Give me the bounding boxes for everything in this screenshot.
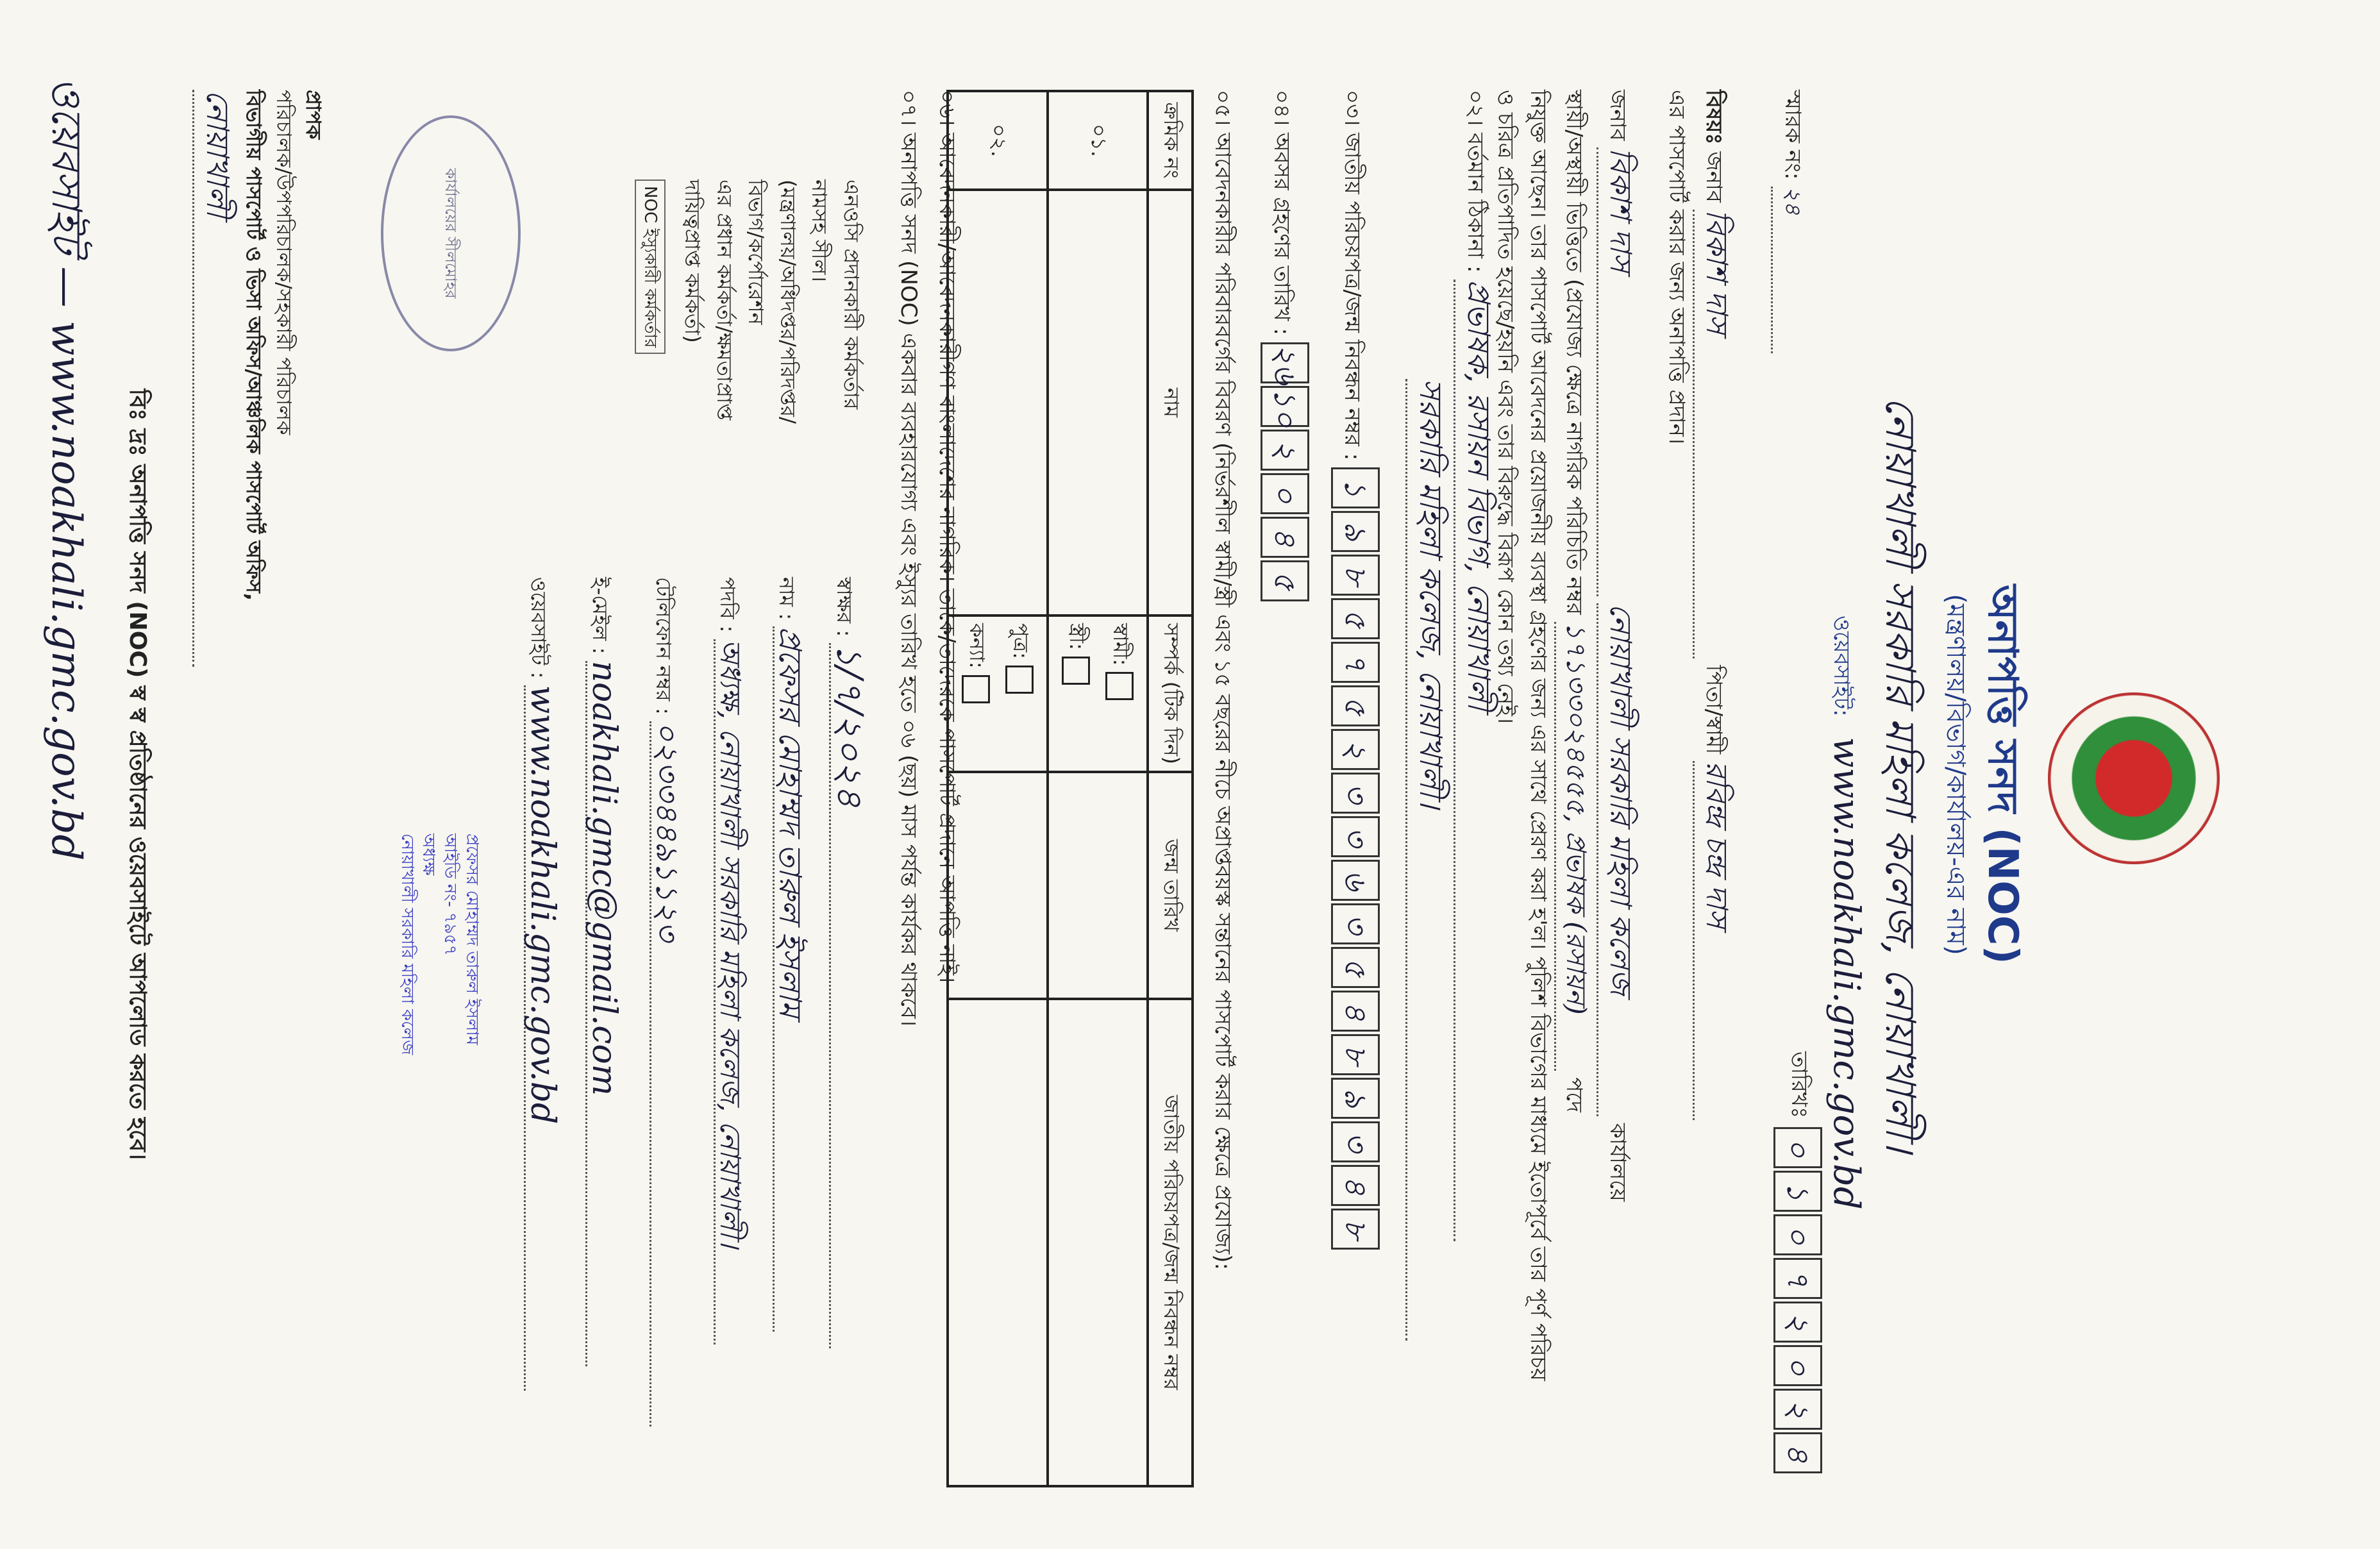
website-value: www.noakhali.gmc.gov.bd — [1825, 737, 1867, 1210]
item6-num: ০৬। — [934, 90, 960, 126]
stamp-line: নোয়াখালী সরকারি মহিলা কলেজ — [397, 833, 417, 1055]
retire-digit-box: ২৬ — [1261, 342, 1309, 383]
website-row — [1822, 615, 1867, 1210]
nid-digit-box: ৫ — [1331, 598, 1380, 639]
table-row — [1048, 91, 1148, 1486]
intro-line: নিযুক্ত আছেন। তার পাসপোর্ট আবেদনের প্রয়োজনীয় ব্যবস্থা গ্রহণের জন্য এর সাথে প্রেরণ করা হ'ল। পুলিশ বিভাগের মাধ্যমে ইতোপূর্বে তার পূর্ণ পরিচয় — [1525, 90, 1551, 1381]
sign-label: ওয়েবসাইট — [526, 577, 551, 666]
item3-label: জাতীয় পরিচয়পত্র/জন্ম নিবন্ধন নম্বর — [1339, 133, 1365, 446]
mr2-value: বিকাশ দাস — [1596, 147, 1643, 596]
relation-son-checkbox[interactable] — [1005, 666, 1034, 694]
footnote: বিঃ দ্রঃ অনাপত্তি সনদ (NOC) স্ব স্ব প্রতিষ্ঠানের ওয়েবসাইটে আপলোড করতে হবে। — [124, 389, 151, 1160]
sign-label: স্বাক্ষর — [832, 577, 857, 624]
row2-serial: ০২. — [948, 91, 1048, 190]
nid-digit-box: ৭ — [1331, 642, 1380, 683]
sign-field-designation: পদবি : অধ্যক্ষ, নোয়াখালী সরকারি মহিলা কলেজ, নোয়াখালী। — [682, 577, 744, 1427]
signer-name-value: প্রফেসর মোহাম্মদ তারুল ইসলাম — [773, 626, 805, 1332]
issuer-line: নামসহ সীল। — [807, 180, 832, 282]
nid-digit-box: ৩ — [1331, 773, 1380, 814]
family-table — [946, 90, 1194, 1487]
sign-field-name: নাম : প্রফেসর মোহাম্মদ তারুল ইসলাম — [744, 577, 805, 1427]
issuer-line: এনওসি প্রদানকারী কর্মকর্তার — [839, 180, 864, 410]
nid-digit-box: ৮ — [1331, 1209, 1380, 1250]
col-relation: সম্পর্ক (টিক দিন) — [1148, 615, 1193, 772]
row1-dob — [1048, 772, 1148, 999]
address-row: ০২। বর্তমান ঠিকানা : প্রভাষক, রসায়ন বিভাগ, নোয়াখালী সরকারি মহিলা কলেজ, নোয়াখালী। — [1405, 90, 1502, 1487]
mr-label: জনাব — [1701, 151, 1727, 203]
row1-serial: ০১. — [1048, 91, 1148, 190]
nid-digit-box: ৩ — [1331, 903, 1380, 944]
father-value: রবিন্দ্র চন্দ্র দাস — [1693, 761, 1739, 1120]
sign-field-website: ওয়েবসাইট : www.noakhali.gmc.gov.bd — [498, 577, 559, 1427]
nid-digit-box: ৩ — [1331, 1121, 1380, 1162]
nid-row: ০৩। জাতীয় পরিচয়পত্র/জন্ম নিবন্ধন নম্বর : ১৯৮৫৭৫২৩৩৬৩৫৪৮৯৩৪৮ — [1331, 90, 1380, 1487]
item2-num: ০২। — [1462, 90, 1488, 126]
address-line1: প্রভাষক, রসায়ন বিভাগ, নোয়াখালী — [1454, 280, 1502, 1241]
noc-code-label: NOC ইস্যুকারী কর্মকর্তার — [635, 180, 666, 354]
address-line2: সরকারি মহিলা কলেজ, নোয়াখালী। — [1405, 379, 1454, 1341]
nid-digit-box: ৮ — [1331, 555, 1380, 596]
id-value: ১৭১৩৩০২৪৫৫৫, প্রভাষক (রসায়ন) — [1554, 622, 1596, 1071]
retire-digit-box: ১০ — [1261, 386, 1309, 427]
date-digit-box: ৪ — [1773, 1432, 1822, 1473]
organization-name: নোয়াখালী সরকারি মহিলা কলেজ, নোয়াখালী। — [1876, 396, 1923, 1153]
sign-field-email: ই-মেইল : noakhali.gmc@gmail.com — [559, 577, 621, 1427]
verify-line: ও চরিত্র প্রতিপাদিত হয়েছে/হয়নি এবং তার বিরুদ্ধে বিরূপ কোন তথ্য নেই। — [1493, 90, 1518, 724]
date-label: তারিখঃ — [1786, 1051, 1813, 1119]
government-seal-logo — [2048, 692, 2220, 864]
passport-text: এর পাসপোর্ট করার জন্য অনাপত্তি প্রদান। — [1664, 90, 1689, 445]
mr2-label: জনাব — [1605, 90, 1630, 141]
signature-fields — [498, 577, 870, 1427]
mr-value: বিকাশ দাস — [1693, 210, 1739, 658]
row1-nid — [1048, 999, 1148, 1486]
item7-text: অনাপত্তি সনদ (NOC) একবার ব্যবহারযোগ্য এবং ইস্যুর তারিখ হতে ০৬ (ছয়) মাস পর্যন্ত কার্যকর থাকবে। — [896, 133, 921, 1026]
father-label: পিতা/স্বামী — [1701, 665, 1727, 755]
family-table-header — [1148, 91, 1193, 1486]
office-value: নোয়াখালী সরকারি মহিলা কলেজ — [1596, 603, 1643, 1116]
stamp-line: প্রফেসর মোহাম্মদ তারুল ইসলাম — [462, 833, 482, 1046]
nid-digit-box: ৪ — [1331, 991, 1380, 1032]
col-serial: ক্রমিক নং — [1148, 91, 1193, 190]
date-digit-box: ০ — [1773, 1345, 1822, 1386]
sign-field-phone: টেলিফোন নম্বর : ০২৩৩৪৪৯১১২৩ — [621, 577, 682, 1427]
sign-label: পদবি — [716, 577, 740, 619]
nid-digit-box: ৪ — [1331, 1165, 1380, 1206]
stamp-line: আইডি নং- ৭৯৫৭ — [440, 833, 460, 956]
designation-value: অধ্যক্ষ, নোয়াখালী সরকারি মহিলা কলেজ, নোয়াখালী। — [714, 639, 744, 1344]
date-digit-box: ০ — [1773, 1127, 1822, 1168]
document-title: অনাপত্তি সনদ (NOC) — [1979, 585, 2026, 964]
relation-daughter-checkbox[interactable] — [962, 675, 990, 703]
retire-digit-boxes — [1267, 342, 1303, 604]
signature-value: ১/৭/২০২৪ — [829, 643, 867, 1348]
item7-row — [892, 90, 925, 1487]
item2-label: বর্তমান ঠিকানা — [1462, 133, 1488, 259]
date-digit-box: ২ — [1773, 1302, 1822, 1343]
item3-num: ০৩। — [1339, 90, 1365, 126]
issuer-line: (মন্ত্রণালয়/অধিদপ্তর/পরিদপ্তর/ — [775, 180, 800, 424]
relation-daughter-label: কন্যা: — [965, 623, 989, 669]
retire-digit-box: ৫ — [1261, 560, 1309, 601]
nid-digit-box: ৮ — [1331, 1034, 1380, 1075]
recipient-line: পরিচালক/উপপরিচালক/সহকারী পরিচালক — [271, 90, 296, 435]
retire-digit-box: ৪ — [1261, 517, 1309, 558]
nid-digit-box: ৯ — [1331, 1078, 1380, 1119]
website-field-value: www.noakhali.gmc.gov.bd — [524, 685, 559, 1391]
item6-text: আবেদনকারী/আবেদনকারীগণ বাংলাদেশের নাগরিক। তাকে/তাদেরকে পাসপোর্ট প্রদানে আপত্তি নাই। — [934, 133, 960, 984]
recipient-block — [192, 90, 328, 667]
date-digit-box: ৭ — [1773, 1258, 1822, 1299]
relation-son-label: পুত্র: — [1009, 623, 1033, 660]
relation-wife-checkbox[interactable] — [1062, 657, 1090, 685]
issuer-line: দায়িত্বপ্রাপ্ত কর্মকর্তা) — [680, 180, 705, 343]
recipient-city: নোয়াখালী — [192, 90, 239, 667]
employment-row — [1489, 90, 1643, 1487]
memo-value: ২৪ — [1771, 187, 1809, 353]
recipient-label: প্রাপক — [301, 90, 326, 140]
nid-digit-box: ২ — [1331, 729, 1380, 770]
sign-label: ই-মেইল — [588, 577, 612, 641]
retire-digit-box: ০ — [1261, 473, 1309, 514]
row1-name — [1048, 190, 1148, 615]
recipient-line: বিভাগীয় পাসপোর্ট ও ভিসা অফিস/আঞ্চলিক পাসপোর্ট অফিস, — [242, 90, 267, 601]
col-dob: জন্ম তারিখ — [1148, 772, 1193, 999]
retire-digit-box: ২ — [1261, 430, 1309, 471]
row1-relation — [1048, 615, 1148, 772]
date-digit-box: ১ — [1773, 1171, 1822, 1212]
item4-num: ০৪। — [1269, 90, 1295, 126]
item5-num: ০৫। — [1210, 90, 1236, 126]
nid-digit-box: ৫ — [1331, 685, 1380, 726]
office-label: কার্যালয়ে — [1605, 1123, 1630, 1202]
issuer-line: এর প্রধান কর্মকর্তা/ক্ষমতাপ্রাপ্ত — [712, 180, 737, 421]
date-digit-box: ২ — [1773, 1389, 1822, 1430]
document-subtitle: (মন্ত্রণালয়/বিভাগ/কার্যালয়-এর নাম) — [1941, 594, 1970, 955]
memo-number — [1771, 90, 1809, 353]
col-name: নাম — [1148, 190, 1193, 615]
subject-row — [1660, 90, 1739, 1487]
nid-digit-box: ৩ — [1331, 816, 1380, 857]
item6-row — [930, 90, 963, 1487]
sign-field-signature: স্বাক্ষর : ১/৭/২০২৪ — [805, 577, 867, 1427]
item4-label: অবসর গ্রহণের তারিখ — [1269, 133, 1295, 321]
nid-digit-box: ৫ — [1331, 947, 1380, 988]
issuer-line: বিভাগ/কর্পোরেশন — [744, 180, 769, 325]
relation-husband-checkbox[interactable] — [1105, 672, 1134, 700]
sign-label: টেলিফোন নম্বর — [651, 577, 676, 701]
date-digit-boxes — [1773, 1127, 1822, 1476]
sign-label: নাম — [775, 577, 799, 607]
item7-num: ০৭। — [896, 90, 921, 126]
family-heading — [1206, 90, 1239, 1487]
handwritten-website-note: ওয়েবসাইট — www.noakhali.gmc.gov.bd — [42, 77, 90, 861]
phone-value: ০২৩৩৪৪৯১১২৩ — [649, 721, 682, 1427]
service-text: স্থায়ী/অস্থায়ী ভিত্তিতে (প্রযোজ্য ক্ষেত্রে নাগরিক পরিচিতি নম্বর — [1561, 90, 1587, 615]
website-label: ওয়েবসাইট: — [1829, 615, 1854, 717]
date-boxes — [1773, 1051, 1822, 1476]
stamp-line: অধ্যক্ষ — [419, 833, 439, 876]
nid-digit-box: ৬ — [1331, 860, 1380, 901]
nid-digit-box: ১ — [1331, 467, 1380, 508]
retirement-row: ০৪। অবসর গ্রহণের তারিখ : ২৬১০২০৪৫ — [1261, 90, 1309, 1487]
email-value: noakhali.gmc@gmail.com — [585, 661, 621, 1366]
post-label: পদে — [1561, 1077, 1587, 1113]
relation-wife-label: স্ত্রী: — [1065, 623, 1089, 650]
nid-digit-box: ৯ — [1331, 511, 1380, 552]
memo-label: স্মারক নং: — [1780, 90, 1806, 180]
issuer-description — [635, 180, 867, 424]
col-nid: জাতীয় পরিচয়পত্র/জন্ম নিবন্ধন নম্বর — [1148, 999, 1193, 1486]
office-seal-oval: কার্যালয়ের সীলমোহর — [381, 115, 521, 351]
subject-label: বিষয়ঃ — [1701, 90, 1727, 145]
relation-husband-label: স্বামী: — [1109, 623, 1133, 666]
date-digit-box: ০ — [1773, 1214, 1822, 1255]
official-stamp — [396, 833, 482, 1055]
item5-label: আবেদনকারীর পরিবারবর্গের বিবরণ (নির্ভরশীল স্বামী/স্ত্রী এবং ১৫ বছরের নীচে অপ্রাপ্তবয়স্ক সন্তানের পাসপোর্ট করার ক্ষেত্রে প্রযোজ্য): — [1210, 133, 1236, 1270]
